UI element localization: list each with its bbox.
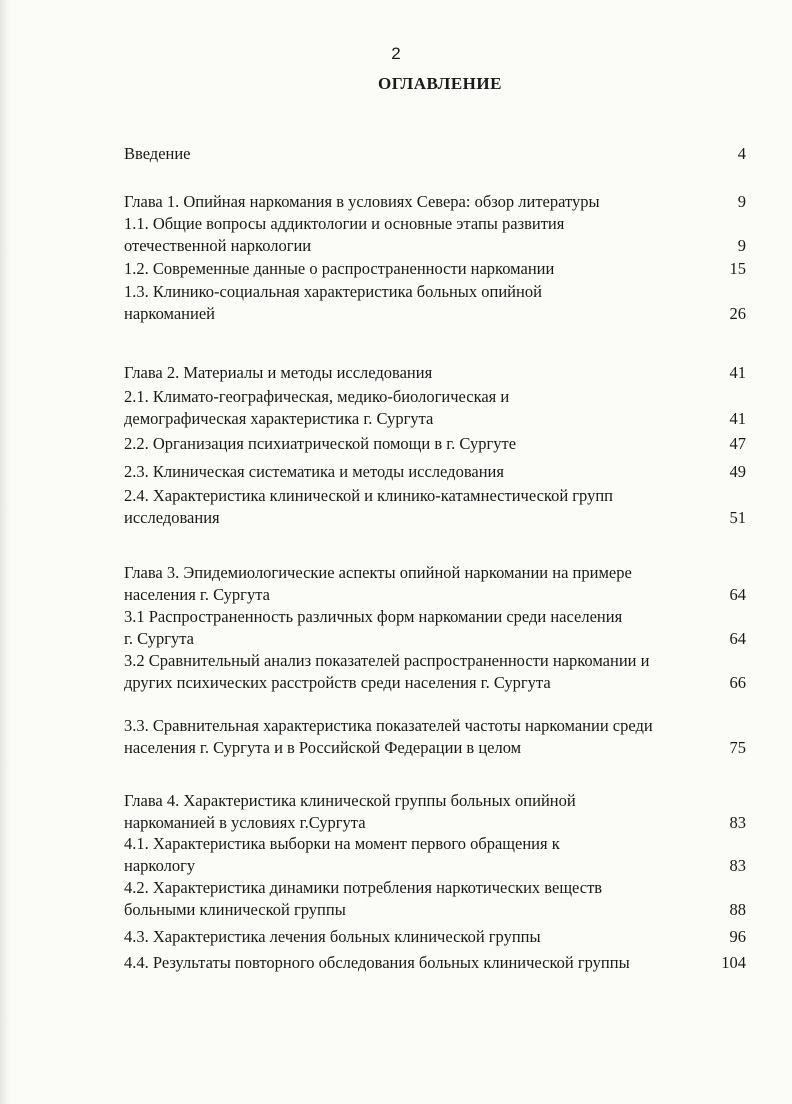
toc-entry-title: 1.3. Клинико-социальная характеристика больных опийной наркоманией	[124, 282, 542, 323]
toc-entry-title: Глава 1. Опийная наркомания в условиях Севера: обзор литературы	[124, 192, 600, 211]
toc-entry-page: 9	[737, 192, 746, 211]
toc-entry-page: 75	[729, 738, 746, 757]
toc-entry-page: 4	[737, 144, 746, 163]
toc-entry-page: 88	[729, 900, 746, 919]
page-title: ОГЛАВЛЕНИЕ	[378, 74, 502, 93]
toc-entry-intro[interactable]	[124, 143, 746, 165]
toc-entry-page: 64	[729, 585, 746, 604]
toc-entry-2-4[interactable]	[124, 485, 746, 529]
toc-entry-page: 41	[729, 363, 746, 382]
toc-entry-title: 4.3. Характеристика лечения больных клинической группы	[124, 927, 541, 946]
toc-entry-3-2[interactable]	[124, 650, 746, 694]
toc-entry-page: 26	[729, 304, 746, 323]
toc-entry-4-3[interactable]	[124, 926, 746, 948]
toc-entry-title: 4.1. Характеристика выборки на момент первого обращения к наркологу	[124, 834, 560, 875]
toc-entry-title: Введение	[124, 144, 191, 163]
toc-entry-page: 83	[729, 813, 746, 832]
toc-entry-title: Глава 4. Характеристика клинической группы больных опийной наркоманией в условиях г.Сургута	[124, 791, 576, 832]
toc-entry-page: 104	[721, 953, 746, 972]
toc-entry-title: 1.2. Современные данные о распространенности наркомании	[124, 259, 555, 278]
toc-entry-page: 15	[729, 259, 746, 278]
toc-entry-2-1[interactable]	[124, 386, 746, 430]
toc-entry-4-4[interactable]	[124, 952, 746, 974]
toc-entry-1-1[interactable]	[124, 213, 746, 257]
toc-entry-chapter-3[interactable]	[124, 562, 746, 606]
toc-entry-title: 3.3. Сравнительная характеристика показателей частоты наркомании среди населения г. Сургута и в Российской Федерации в целом	[124, 716, 653, 757]
page-number: 2	[391, 44, 401, 63]
toc-entry-title: 2.4. Характеристика клинической и клинико-катамнестической групп исследования	[124, 486, 613, 527]
toc-entry-chapter-2[interactable]	[124, 362, 746, 384]
toc-entry-4-2[interactable]	[124, 877, 746, 921]
toc-entry-page: 49	[729, 462, 746, 481]
toc-entry-title: 2.3. Клиническая систематика и методы исследования	[124, 462, 504, 481]
toc-entry-page: 41	[729, 409, 746, 428]
toc-entry-page: 96	[729, 927, 746, 946]
toc-entry-title: 3.2 Сравнительный анализ показателей распространенности наркомании и других психических расстройств среди населения г. Сургута	[124, 651, 650, 692]
toc-entry-3-1[interactable]	[124, 606, 746, 650]
toc-entry-title: Глава 2. Материалы и методы исследования	[124, 363, 433, 382]
toc-entry-title: 4.4. Результаты повторного обследования больных клинической группы	[124, 953, 630, 972]
toc-entry-title: 1.1. Общие вопросы аддиктологии и основные этапы развития отечественной наркологии	[124, 214, 565, 255]
toc-entry-1-3[interactable]	[124, 281, 746, 325]
toc-entry-chapter-4[interactable]	[124, 790, 746, 834]
scan-edge	[0, 0, 10, 1104]
toc-entry-page: 64	[729, 629, 746, 648]
toc-entry-page: 51	[729, 508, 746, 527]
toc-entry-4-1[interactable]	[124, 833, 746, 877]
toc-entry-title: 4.2. Характеристика динамики потребления наркотических веществ больными клинической группы	[124, 878, 603, 919]
toc-entry-page: 66	[729, 673, 746, 692]
toc-entry-title: 3.1 Распространенность различных форм наркомании среди населения г. Сургута	[124, 607, 623, 648]
toc-entry-3-3[interactable]	[124, 715, 746, 759]
toc-entry-chapter-1[interactable]	[124, 191, 746, 213]
toc-entry-page: 83	[729, 856, 746, 875]
toc-entry-title: Глава 3. Эпидемиологические аспекты опийной наркомании на примере населения г. Сургута	[124, 563, 632, 604]
toc-entry-1-2[interactable]	[124, 258, 746, 280]
toc-entry-page: 47	[729, 434, 746, 453]
toc-entry-2-3[interactable]	[124, 461, 746, 483]
toc-entry-2-2[interactable]	[124, 433, 746, 455]
toc-entry-title: 2.1. Климато-географическая, медико-биологическая и демографическая характеристика г. Сургута	[124, 387, 510, 428]
toc-entry-title: 2.2. Организация психиатрической помощи в г. Сургуте	[124, 434, 517, 453]
toc-entry-page: 9	[737, 236, 746, 255]
